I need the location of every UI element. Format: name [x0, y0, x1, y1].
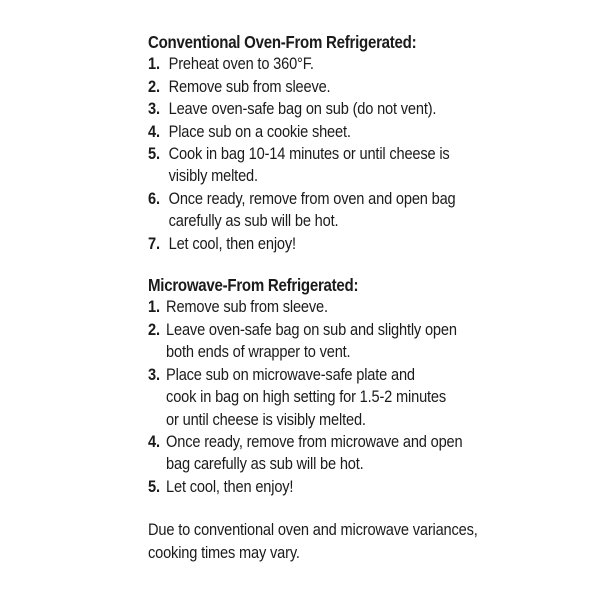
item-line: Leave oven-safe bag on sub and slightly open	[166, 319, 457, 339]
section-conventional-oven	[148, 31, 518, 255]
item-line: Once ready, remove from microwave and open	[166, 431, 463, 451]
list-item	[148, 98, 518, 120]
list-item	[148, 364, 518, 431]
item-line: bag carefully as sub will be hot.	[166, 454, 364, 474]
item-line: Preheat oven to 360°F.	[168, 54, 314, 74]
item-line: Place sub on microwave-safe plate and	[166, 364, 415, 384]
item-line: Cook in bag 10-14 minutes or until cheese is	[168, 144, 450, 164]
item-line: Once ready, remove from oven and open bag	[168, 188, 456, 208]
section-heading-microwave: Microwave-From Refrigerated:	[148, 275, 359, 296]
section-heading-conventional-oven: Conventional Oven-From Refrigerated:	[148, 32, 417, 52]
item-number: 5.	[148, 476, 160, 496]
list-item	[148, 476, 518, 498]
item-line: Remove sub from sleeve.	[166, 297, 328, 317]
list-item	[148, 121, 518, 143]
item-line: Let cool, then enjoy!	[166, 476, 294, 496]
item-line: cook in bag on high setting for 1.5-2 minutes	[166, 387, 447, 407]
item-number: 1.	[148, 297, 160, 317]
item-line: or until cheese is visibly melted.	[166, 409, 366, 429]
section-microwave	[148, 274, 518, 498]
item-line: Remove sub from sleeve.	[168, 76, 331, 96]
variance-note-line: cooking times may vary.	[148, 542, 300, 562]
list-item	[148, 431, 518, 476]
list-item	[148, 319, 518, 364]
list-item	[148, 143, 518, 188]
item-number: 7.	[148, 233, 160, 253]
item-line: Place sub on a cookie sheet.	[168, 121, 351, 141]
item-number: 6.	[148, 188, 160, 208]
variance-note	[148, 519, 518, 564]
cooking-instructions-panel	[148, 31, 518, 564]
item-line: Let cool, then enjoy!	[168, 233, 296, 253]
item-number: 2.	[148, 76, 160, 96]
list-item	[148, 53, 518, 75]
list-item	[148, 233, 518, 255]
item-number: 4.	[148, 121, 160, 141]
item-line: both ends of wrapper to vent.	[166, 342, 351, 362]
item-number: 5.	[148, 144, 160, 164]
list-item	[148, 188, 518, 233]
item-number: 1.	[148, 54, 160, 74]
item-number: 2.	[148, 319, 160, 339]
list-item	[148, 76, 518, 98]
list-item	[148, 296, 518, 318]
item-number: 3.	[148, 99, 160, 119]
item-number: 4.	[148, 431, 160, 451]
item-line: carefully as sub will be hot.	[168, 211, 339, 231]
variance-note-line: Due to conventional oven and microwave variances,	[148, 520, 478, 540]
item-line: Leave oven-safe bag on sub (do not vent).	[168, 99, 437, 119]
item-line: visibly melted.	[168, 166, 258, 186]
item-number: 3.	[148, 364, 160, 384]
